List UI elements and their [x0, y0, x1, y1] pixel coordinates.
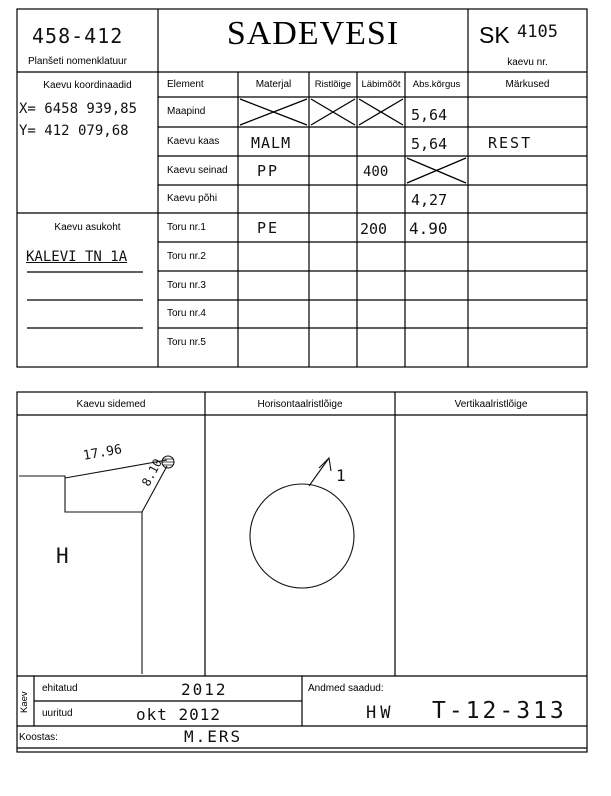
well-outline-circle: [250, 484, 354, 588]
ehitatud-label: ehitatud: [42, 683, 78, 694]
table-row-element: Maapind: [167, 106, 206, 117]
sidemed-header: Kaevu sidemed: [76, 399, 146, 410]
ehitatud-value: 2012: [181, 680, 228, 699]
table-cell-markused: REST: [488, 134, 533, 152]
nomenclature-label: Planšeti nomenklatuur: [28, 56, 127, 67]
coordinate-y: Y= 412 079,68: [19, 123, 129, 139]
table-row-element: Toru nr.2: [167, 251, 206, 262]
pipe-number-label: 1: [336, 466, 346, 485]
koostas-value: M.ERS: [184, 727, 243, 746]
table-row-element: Toru nr.5: [167, 337, 206, 348]
x-mark-icon: [407, 158, 466, 183]
koostas-label: Koostas:: [19, 732, 58, 743]
column-header-ristloige: Ristlõige: [314, 79, 352, 90]
location-label: Kaevu asukoht: [54, 222, 121, 233]
building-letter: H: [56, 544, 69, 568]
andmed-label: Andmed saadud:: [308, 683, 384, 694]
well-number-value: 4105: [517, 22, 558, 42]
table-cell-abs: 4.90: [409, 219, 448, 238]
vertikaal-header: Vertikaalristlõige: [454, 399, 528, 410]
table-row-element: Toru nr.4: [167, 308, 206, 319]
building-outline: [19, 476, 142, 674]
location-value: KALEVI TN 1A: [26, 249, 128, 265]
pipe-arrow-icon: [309, 458, 329, 486]
x-mark-icon: [311, 99, 355, 125]
table-row-element: Kaevu kaas: [167, 136, 220, 147]
column-header-labimoot: Läbimõõt: [361, 79, 401, 90]
table-row-element: Kaevu seinad: [167, 165, 228, 176]
column-header-element: Element: [167, 79, 204, 90]
table-row-element: Toru nr.1: [167, 222, 206, 233]
table-row-element: Toru nr.3: [167, 280, 206, 291]
table-cell-materjal: MALM: [251, 134, 292, 152]
dimension-top-label: 17.96: [82, 442, 124, 464]
form-title: SADEVESI: [226, 15, 400, 52]
horisontaal-header: Horisontaalristlõige: [257, 399, 343, 410]
column-header-abs-korgus: Abs.kõrgus: [412, 79, 461, 90]
well-number-prefix: SK: [479, 22, 510, 48]
table-cell-materjal: PE: [257, 219, 280, 237]
table-cell-abs: 5,64: [411, 106, 448, 124]
kaev-label: Kaev: [19, 691, 30, 713]
table-cell-labimoot: 200: [360, 220, 388, 238]
well-number-label: kaevu nr.: [507, 57, 548, 68]
column-header-markused: Märkused: [505, 79, 550, 90]
x-mark-icon: [240, 99, 307, 125]
dimension-diag-label: 8.10: [139, 456, 165, 489]
horizontal-section-drawing: [205, 416, 395, 674]
coordinates-label: Kaevu koordinaadid: [43, 80, 132, 91]
x-mark-icon: [359, 99, 403, 125]
table-cell-materjal: PP: [257, 162, 280, 180]
andmed-ref: T-12-313: [432, 698, 567, 724]
table-cell-labimoot: 400: [363, 164, 389, 180]
uuritud-value: okt 2012: [136, 705, 222, 724]
uuritud-label: uuritud: [42, 708, 73, 719]
column-header-materjal: Materjal: [255, 79, 292, 90]
andmed-source: HW: [366, 703, 395, 723]
nomenclature-value: 458-412: [32, 24, 124, 48]
coordinate-x: X= 6458 939,85: [19, 101, 138, 117]
table-cell-abs: 4,27: [411, 191, 448, 209]
table-row-element: Kaevu põhi: [167, 193, 218, 204]
table-cell-abs: 5,64: [411, 135, 448, 153]
